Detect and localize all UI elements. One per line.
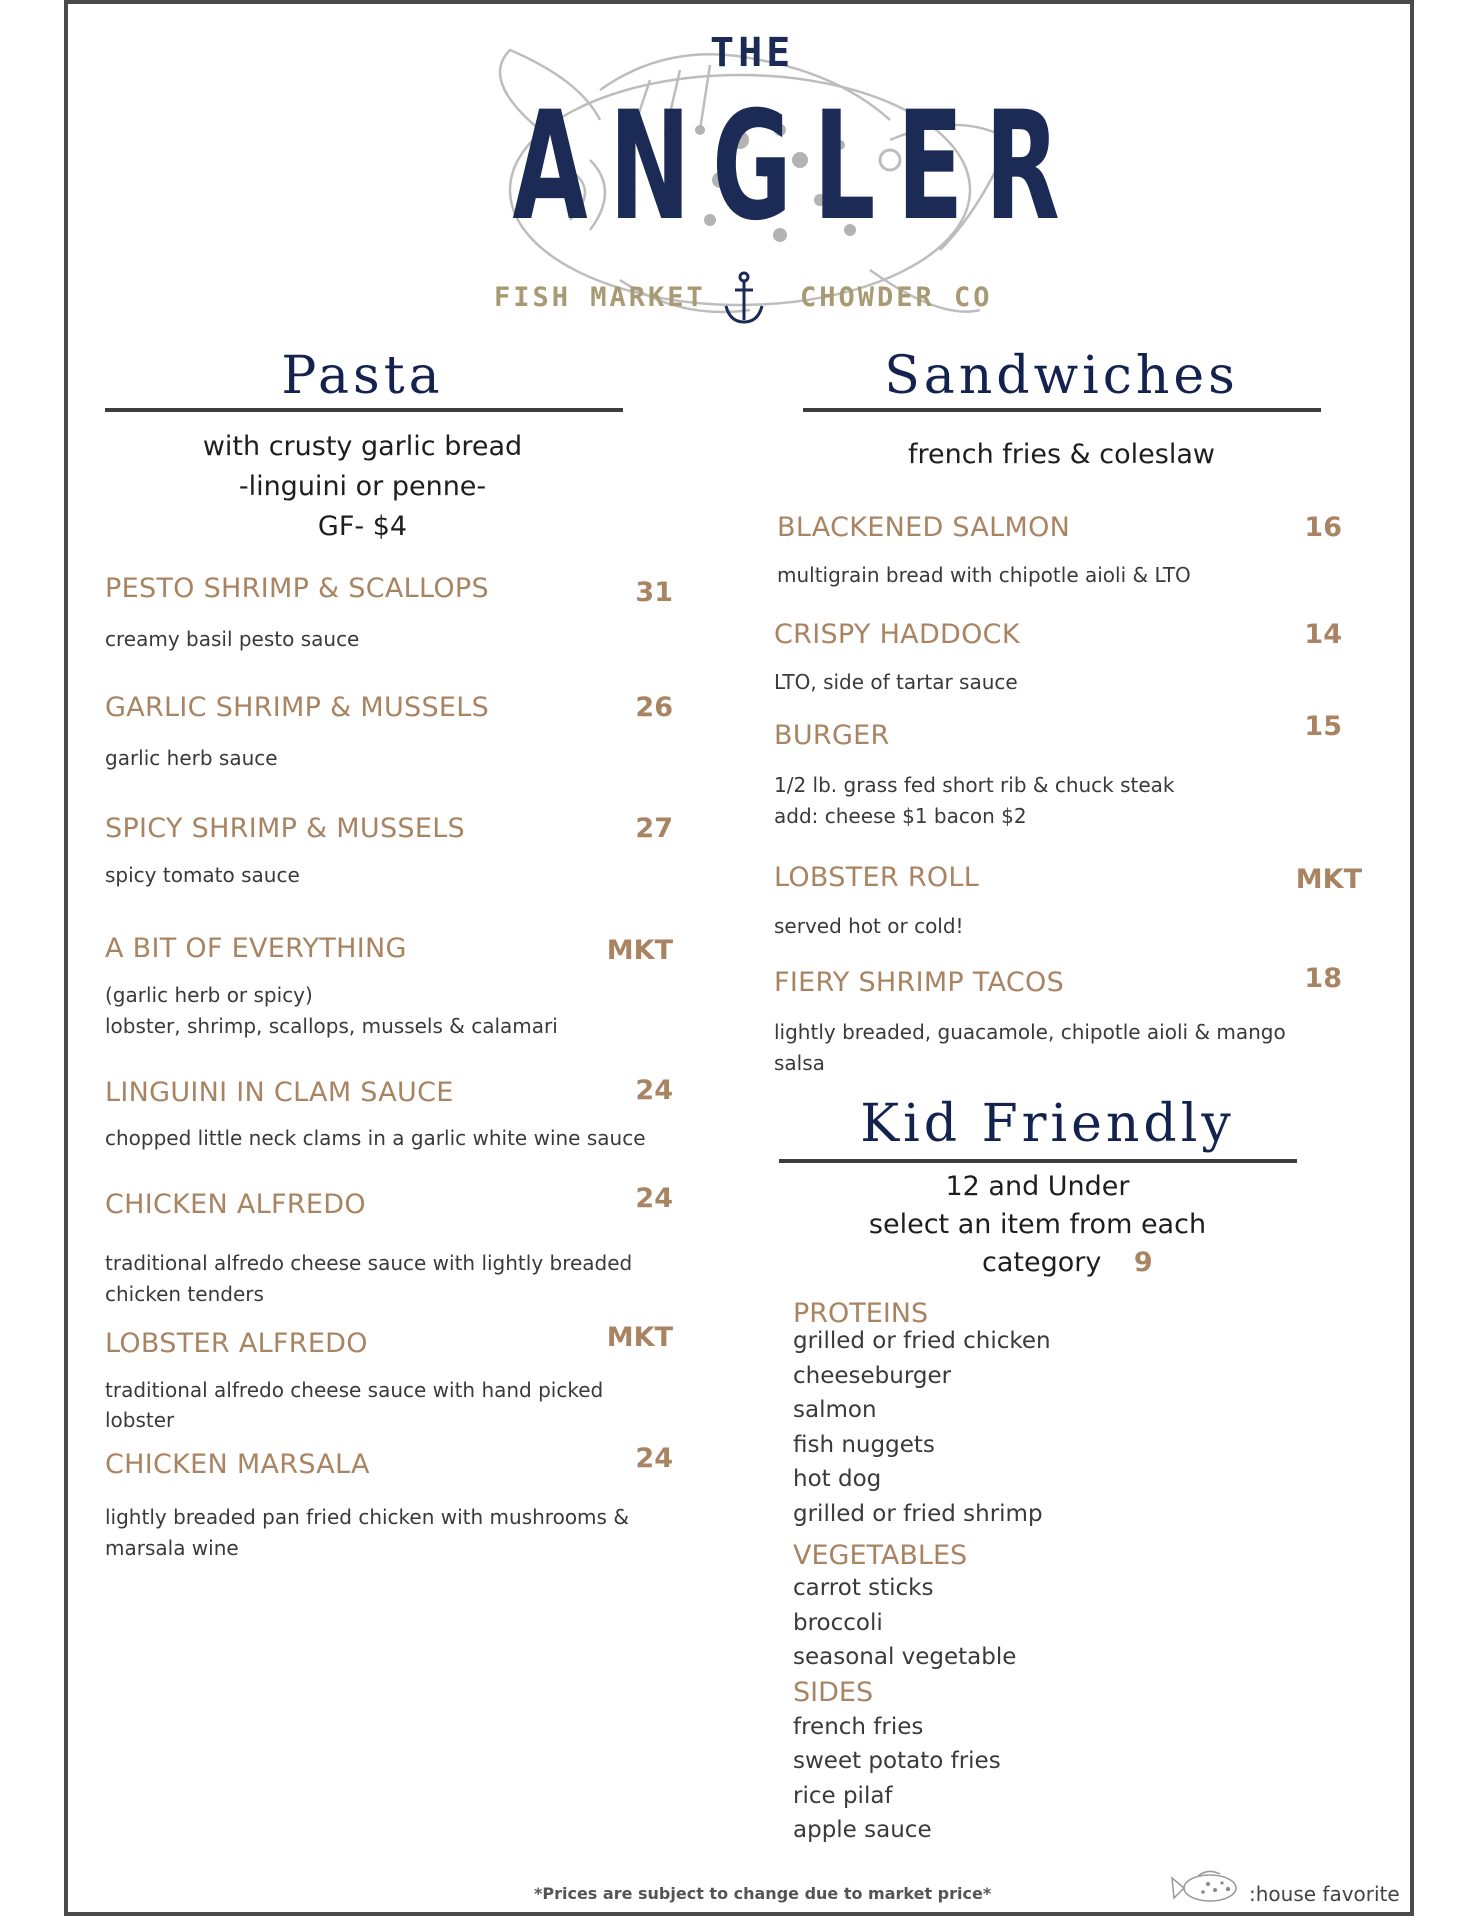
- item-desc: add: cheese $1 bacon $2: [774, 804, 1027, 828]
- kids-subtitle: [780, 1167, 1295, 1245]
- pasta-subtitle-line: GF- $4: [317, 511, 408, 542]
- kids-item: sweet potato fries: [793, 1748, 1001, 1774]
- kids-item: hot dog: [793, 1466, 882, 1492]
- item-desc: lightly breaded pan fried chicken with mushrooms &: [105, 1505, 629, 1529]
- kids-item: apple sauce: [793, 1817, 932, 1843]
- item-price: MKT: [1295, 864, 1362, 895]
- kids-subtitle-line: select an item from each: [868, 1209, 1207, 1240]
- logo-name: ANGLER: [512, 80, 1082, 254]
- item-name: BURGER: [774, 720, 890, 751]
- item-price: 26: [635, 692, 673, 723]
- kids-category-proteins: PROTEINS: [793, 1298, 929, 1329]
- kids-category-vegetables: VEGETABLES: [793, 1540, 968, 1571]
- item-desc: spicy tomato sauce: [105, 863, 300, 887]
- item-name: PESTO SHRIMP & SCALLOPS: [105, 573, 489, 604]
- kids-item: french fries: [793, 1714, 924, 1740]
- kids-item: salmon: [793, 1397, 877, 1423]
- item-name: A BIT OF EVERYTHING: [105, 933, 407, 964]
- logo: [420, 20, 1080, 340]
- kids-item: rice pilaf: [793, 1783, 893, 1809]
- item-name: GARLIC SHRIMP & MUSSELS: [105, 692, 490, 723]
- pasta-divider: [105, 408, 623, 412]
- price-disclaimer: *Prices are subject to change due to market price*: [534, 1884, 992, 1903]
- item-name: LOBSTER ALFREDO: [105, 1328, 368, 1359]
- item-desc: served hot or cold!: [774, 914, 964, 938]
- kids-item: seasonal vegetable: [793, 1644, 1017, 1670]
- item-price: 24: [635, 1183, 673, 1214]
- item-price: MKT: [606, 1322, 673, 1353]
- item-price: 24: [635, 1075, 673, 1106]
- item-name: SPICY SHRIMP & MUSSELS: [105, 813, 465, 844]
- item-price: MKT: [606, 935, 673, 966]
- anchor-icon: [722, 270, 766, 326]
- item-desc: LTO, side of tartar sauce: [774, 670, 1018, 694]
- logo-the: THE: [710, 30, 795, 76]
- kids-title: Kid Friendly: [860, 1094, 1235, 1154]
- item-desc: lightly breaded, guacamole, chipotle aioli & mango: [774, 1020, 1286, 1044]
- kids-price: 9: [1133, 1247, 1153, 1278]
- item-desc: chopped little neck clams in a garlic white wine sauce: [105, 1126, 646, 1150]
- item-price: 16: [1304, 512, 1342, 543]
- pasta-title: Pasta: [281, 346, 444, 406]
- item-price: 24: [635, 1443, 673, 1474]
- kids-item: grilled or fried chicken: [793, 1328, 1051, 1354]
- kids-item: fish nuggets: [793, 1432, 935, 1458]
- sandwiches-title: Sandwiches: [884, 346, 1239, 406]
- item-name: CHICKEN ALFREDO: [105, 1189, 366, 1220]
- item-desc: garlic herb sauce: [105, 746, 278, 770]
- item-desc: (garlic herb or spicy): [105, 983, 313, 1007]
- sandwiches-subtitle: french fries & coleslaw: [908, 439, 1215, 470]
- kids-category-line: [930, 1243, 1180, 1283]
- item-name: LINGUINI IN CLAM SAUCE: [105, 1077, 454, 1108]
- item-name: BLACKENED SALMON: [777, 512, 1071, 543]
- logo-right-tag: CHOWDER CO: [800, 282, 993, 313]
- item-name: LOBSTER ROLL: [774, 862, 980, 893]
- item-price: 14: [1304, 619, 1342, 650]
- house-favorite-fish-icon: [1168, 1868, 1248, 1908]
- pasta-subtitle-line: with crusty garlic bread: [202, 431, 523, 462]
- item-price: 31: [635, 577, 673, 608]
- item-desc: traditional alfredo cheese sauce with lightly breaded: [105, 1251, 633, 1275]
- item-name: CHICKEN MARSALA: [105, 1449, 370, 1480]
- item-desc: multigrain bread with chipotle aioli & LTO: [777, 563, 1191, 587]
- item-desc: 1/2 lb. grass fed short rib & chuck steak: [774, 773, 1175, 797]
- item-name: CRISPY HADDOCK: [774, 619, 1020, 650]
- item-desc: traditional alfredo cheese sauce with hand picked: [105, 1378, 604, 1402]
- kids-item: broccoli: [793, 1610, 883, 1636]
- item-price: 15: [1304, 711, 1342, 742]
- item-desc: lobster, shrimp, scallops, mussels & calamari: [105, 1014, 558, 1038]
- item-desc: salsa: [774, 1051, 825, 1075]
- item-name: FIERY SHRIMP TACOS: [774, 967, 1065, 998]
- pasta-subtitle-line: -linguini or penne-: [238, 471, 487, 502]
- kids-item: grilled or fried shrimp: [793, 1501, 1043, 1527]
- logo-left-tag: FISH MARKET: [494, 282, 706, 313]
- kids-item: carrot sticks: [793, 1575, 934, 1601]
- kids-divider: [779, 1159, 1297, 1163]
- kids-subtitle-line: 12 and Under: [945, 1171, 1130, 1202]
- pasta-subtitle: [105, 427, 620, 547]
- sandwiches-divider: [803, 408, 1321, 412]
- item-desc: creamy basil pesto sauce: [105, 627, 360, 651]
- kids-item: cheeseburger: [793, 1363, 952, 1389]
- item-price: 27: [635, 813, 673, 844]
- item-desc: marsala wine: [105, 1536, 239, 1560]
- house-favorite-legend: :house favorite: [1249, 1882, 1400, 1906]
- kids-category-sides: SIDES: [793, 1677, 874, 1708]
- item-price: 18: [1304, 963, 1342, 994]
- item-desc: lobster: [105, 1408, 175, 1432]
- kids-category-text: category: [982, 1247, 1102, 1278]
- item-desc: chicken tenders: [105, 1282, 264, 1306]
